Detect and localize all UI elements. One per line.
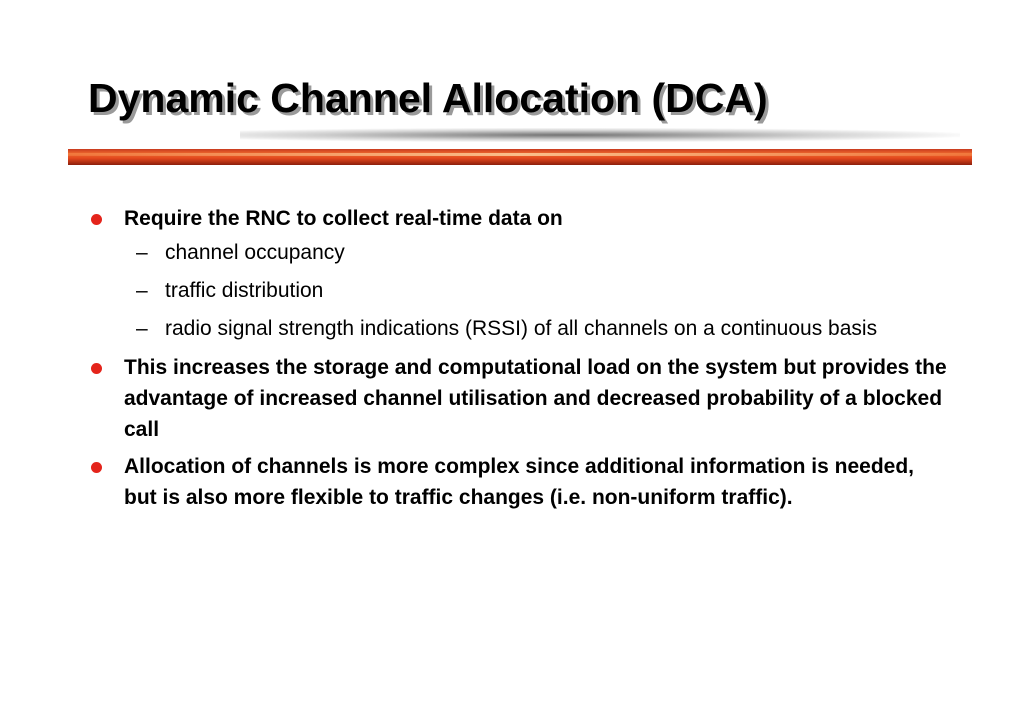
sub-bullet-list	[124, 238, 948, 344]
slide-title: Dynamic Channel Allocation (DCA)	[88, 75, 768, 121]
bullet-dot-icon	[91, 363, 102, 374]
bullet-item	[88, 451, 948, 513]
sub-bullet-text: radio signal strength indications (RSSI) of all channels on a continuous basis	[165, 317, 878, 340]
bullet-text: This increases the storage and computational load on the system but provides the advantage of increased channel utilisation and decreased probability of a blocked call	[124, 356, 947, 441]
bullet-dot-icon	[91, 214, 102, 225]
bullet-item	[88, 352, 948, 445]
sub-bullet-item	[124, 276, 948, 306]
dash-icon: –	[136, 279, 148, 302]
dash-icon: –	[136, 317, 148, 340]
title-rule	[68, 149, 972, 165]
bullet-item	[88, 203, 948, 344]
bullet-text: Require the RNC to collect real-time data on	[124, 207, 563, 230]
sub-bullet-item	[124, 238, 948, 268]
sub-bullet-item	[124, 314, 948, 344]
title-shadow-band	[240, 128, 960, 142]
bullet-list	[88, 203, 948, 519]
sub-bullet-text: channel occupancy	[165, 241, 345, 264]
sub-bullet-text: traffic distribution	[165, 279, 324, 302]
bullet-text: Allocation of channels is more complex since additional information is needed, but is also more flexible to traffic changes (i.e. non-uniform traffic).	[124, 455, 914, 509]
bullet-dot-icon	[91, 462, 102, 473]
dash-icon: –	[136, 241, 148, 264]
